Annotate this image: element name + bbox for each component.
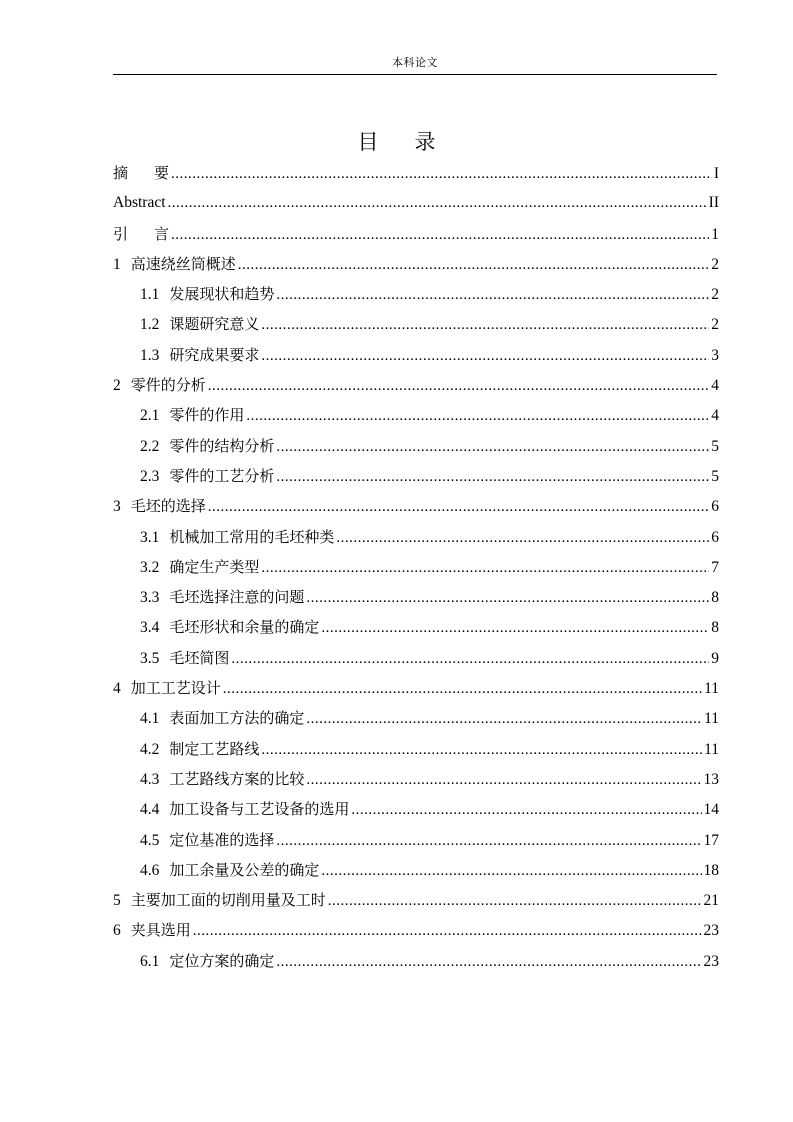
dot-leader (246, 401, 709, 431)
toc-entry-number: 6 (113, 922, 121, 940)
toc-entry-title: 主要加工面的切削用量及工时 (130, 891, 326, 910)
toc-entry-number: 4.6 (140, 861, 160, 879)
toc-entry-page: 13 (703, 770, 719, 788)
dot-leader (306, 765, 701, 795)
dot-leader (276, 462, 709, 492)
toc-title-part2: 录 (414, 130, 436, 154)
page-header (113, 52, 717, 75)
toc-entry[interactable] (113, 885, 719, 915)
toc-entry-page: 21 (703, 892, 719, 910)
header-text: 本科论文 (392, 56, 438, 69)
dot-leader (321, 856, 701, 886)
toc-entry-page: 5 (711, 467, 719, 485)
toc-entry-number: 4.4 (140, 801, 160, 819)
toc-entry-page: 2 (711, 316, 719, 334)
toc-entry-title: 高速绕丝筒概述 (130, 254, 236, 273)
dot-leader (261, 341, 709, 371)
toc-entry[interactable] (113, 703, 719, 733)
toc-entry-number: 2 (113, 377, 121, 395)
toc-entry-title: 零件的作用 (169, 406, 245, 425)
toc-entry[interactable] (113, 612, 719, 642)
dot-leader (208, 492, 709, 522)
dot-leader (276, 947, 701, 977)
toc-entry-title: 表面加工方法的确定 (169, 709, 305, 728)
dot-leader (238, 250, 709, 280)
dot-leader (171, 220, 709, 250)
toc-entry-page: 1 (711, 225, 719, 243)
toc-entry-page: 6 (711, 498, 719, 516)
toc-entry-number: 2.1 (140, 407, 160, 425)
toc-entry-title: 定位方案的确定 (169, 951, 275, 970)
toc-entry[interactable] (113, 219, 719, 249)
toc-entry-page: 9 (711, 649, 719, 667)
toc-entry-number: 1.2 (140, 316, 160, 334)
toc-entry[interactable] (113, 582, 719, 612)
toc-entry-page: 23 (703, 952, 719, 970)
toc-entry-number: 3.4 (140, 619, 160, 637)
toc-entry[interactable] (113, 461, 719, 491)
toc-entry[interactable] (113, 158, 719, 188)
toc-entry-page: 11 (704, 680, 719, 698)
toc-entry-number: 3.3 (140, 589, 160, 607)
toc-entry-title: 零件的分析 (130, 376, 206, 395)
dot-leader (276, 826, 701, 856)
toc-entry[interactable] (113, 734, 719, 764)
toc-entry[interactable] (113, 188, 719, 218)
toc-entry[interactable] (113, 309, 719, 339)
dot-leader (261, 553, 709, 583)
toc-entry-title: 工艺路线方案的比较 (169, 769, 305, 788)
toc-entry-page: 5 (711, 437, 719, 455)
toc-entry-number: 4.1 (140, 710, 160, 728)
toc-entry-page: 11 (704, 740, 719, 758)
toc-entry-number: 6.1 (140, 952, 160, 970)
toc-entry[interactable] (113, 431, 719, 461)
toc-entry-title: 毛坯简图 (169, 648, 230, 667)
toc-entry-page: 4 (711, 377, 719, 395)
dot-leader (306, 583, 709, 613)
dot-leader (276, 280, 709, 310)
toc-entry[interactable] (113, 946, 719, 976)
toc-entry-title: 发展现状和趋势 (169, 285, 275, 304)
toc-entry-page: 8 (711, 589, 719, 607)
toc-entry-title: Abstract (113, 194, 166, 212)
toc-entry-title: 加工工艺设计 (130, 679, 221, 698)
toc-entry-number: 5 (113, 892, 121, 910)
toc-entry-title: 零件的工艺分析 (169, 466, 275, 485)
toc-entry[interactable] (113, 279, 719, 309)
toc-entry-page: 2 (711, 255, 719, 273)
toc-entry-page: 18 (703, 861, 719, 879)
dot-leader (261, 735, 702, 765)
toc-title-part1: 目 (357, 130, 379, 154)
toc-entry-title: 确定生产类型 (169, 557, 260, 576)
toc-entry-title: 引言 (113, 224, 196, 243)
toc-entry-title: 定位基准的选择 (169, 830, 275, 849)
toc-entry-page: I (713, 165, 719, 182)
toc-entry-number: 1.1 (140, 286, 160, 304)
toc-entry-page: 23 (703, 922, 719, 940)
toc-entry-number: 3 (113, 498, 121, 516)
toc-entry-title: 机械加工常用的毛坯种类 (169, 527, 335, 546)
toc-entry[interactable] (113, 249, 719, 279)
dot-leader (306, 704, 702, 734)
toc-entry-number: 3.5 (140, 649, 160, 667)
toc-entry-page: 4 (711, 407, 719, 425)
toc-entry-page: II (708, 194, 719, 212)
toc-entry-number: 2.2 (140, 437, 160, 455)
dot-leader (336, 523, 709, 553)
toc-entry[interactable] (113, 915, 719, 945)
toc-entry-page: 3 (711, 346, 719, 364)
toc-entry-title: 研究成果要求 (169, 345, 260, 364)
toc-entry[interactable] (113, 491, 719, 521)
toc-entry[interactable] (113, 552, 719, 582)
toc-entry-page: 8 (711, 619, 719, 637)
dot-leader (168, 188, 707, 218)
dot-leader (193, 916, 702, 946)
toc-entry-page: 2 (711, 286, 719, 304)
toc-entry-number: 4.3 (140, 770, 160, 788)
toc-entry-title: 课题研究意义 (169, 315, 260, 334)
toc-entry-number: 4 (113, 680, 121, 698)
toc-entry-number: 1 (113, 255, 121, 273)
toc-entry-title: 加工余量及公差的确定 (169, 860, 320, 879)
toc-entry-title: 毛坯选择注意的问题 (169, 588, 305, 607)
dot-leader (328, 886, 702, 916)
toc-entry[interactable] (113, 794, 719, 824)
toc-entry-title: 零件的结构分析 (169, 436, 275, 455)
dot-leader (208, 371, 709, 401)
toc-entry-title: 夹具选用 (130, 921, 191, 940)
toc-entry-title: 制定工艺路线 (169, 739, 260, 758)
toc-entry[interactable] (113, 522, 719, 552)
toc-entry-page: 11 (704, 710, 719, 728)
dot-leader (351, 795, 701, 825)
dot-leader (231, 644, 709, 674)
toc-entry[interactable] (113, 340, 719, 370)
toc-entry-title: 加工设备与工艺设备的选用 (169, 800, 350, 819)
dot-leader (321, 613, 709, 643)
toc-entry-number: 1.3 (140, 346, 160, 364)
toc-entry-title: 毛坯形状和余量的确定 (169, 618, 320, 637)
toc-entry-page: 7 (711, 558, 719, 576)
toc-entry[interactable] (113, 370, 719, 400)
toc-entry-page: 6 (711, 528, 719, 546)
toc-title (0, 126, 793, 156)
toc-entry[interactable] (113, 643, 719, 673)
toc-entry[interactable] (113, 673, 719, 703)
toc-entry-page: 14 (703, 801, 719, 819)
toc-entry-title: 毛坯的选择 (130, 497, 206, 516)
dot-leader (171, 159, 712, 189)
toc-entry-number: 3.1 (140, 528, 160, 546)
table-of-contents (113, 158, 719, 976)
toc-entry-number: 4.2 (140, 740, 160, 758)
toc-entry-number: 2.3 (140, 467, 160, 485)
toc-entry[interactable] (113, 400, 719, 430)
dot-leader (276, 432, 709, 462)
toc-entry-title: 摘要 (113, 164, 196, 182)
toc-entry[interactable] (113, 855, 719, 885)
toc-entry-page: 17 (703, 831, 719, 849)
toc-entry-number: 3.2 (140, 558, 160, 576)
toc-entry[interactable] (113, 764, 719, 794)
dot-leader (261, 310, 709, 340)
dot-leader (223, 674, 702, 704)
toc-entry[interactable] (113, 825, 719, 855)
toc-entry-number: 4.5 (140, 831, 160, 849)
